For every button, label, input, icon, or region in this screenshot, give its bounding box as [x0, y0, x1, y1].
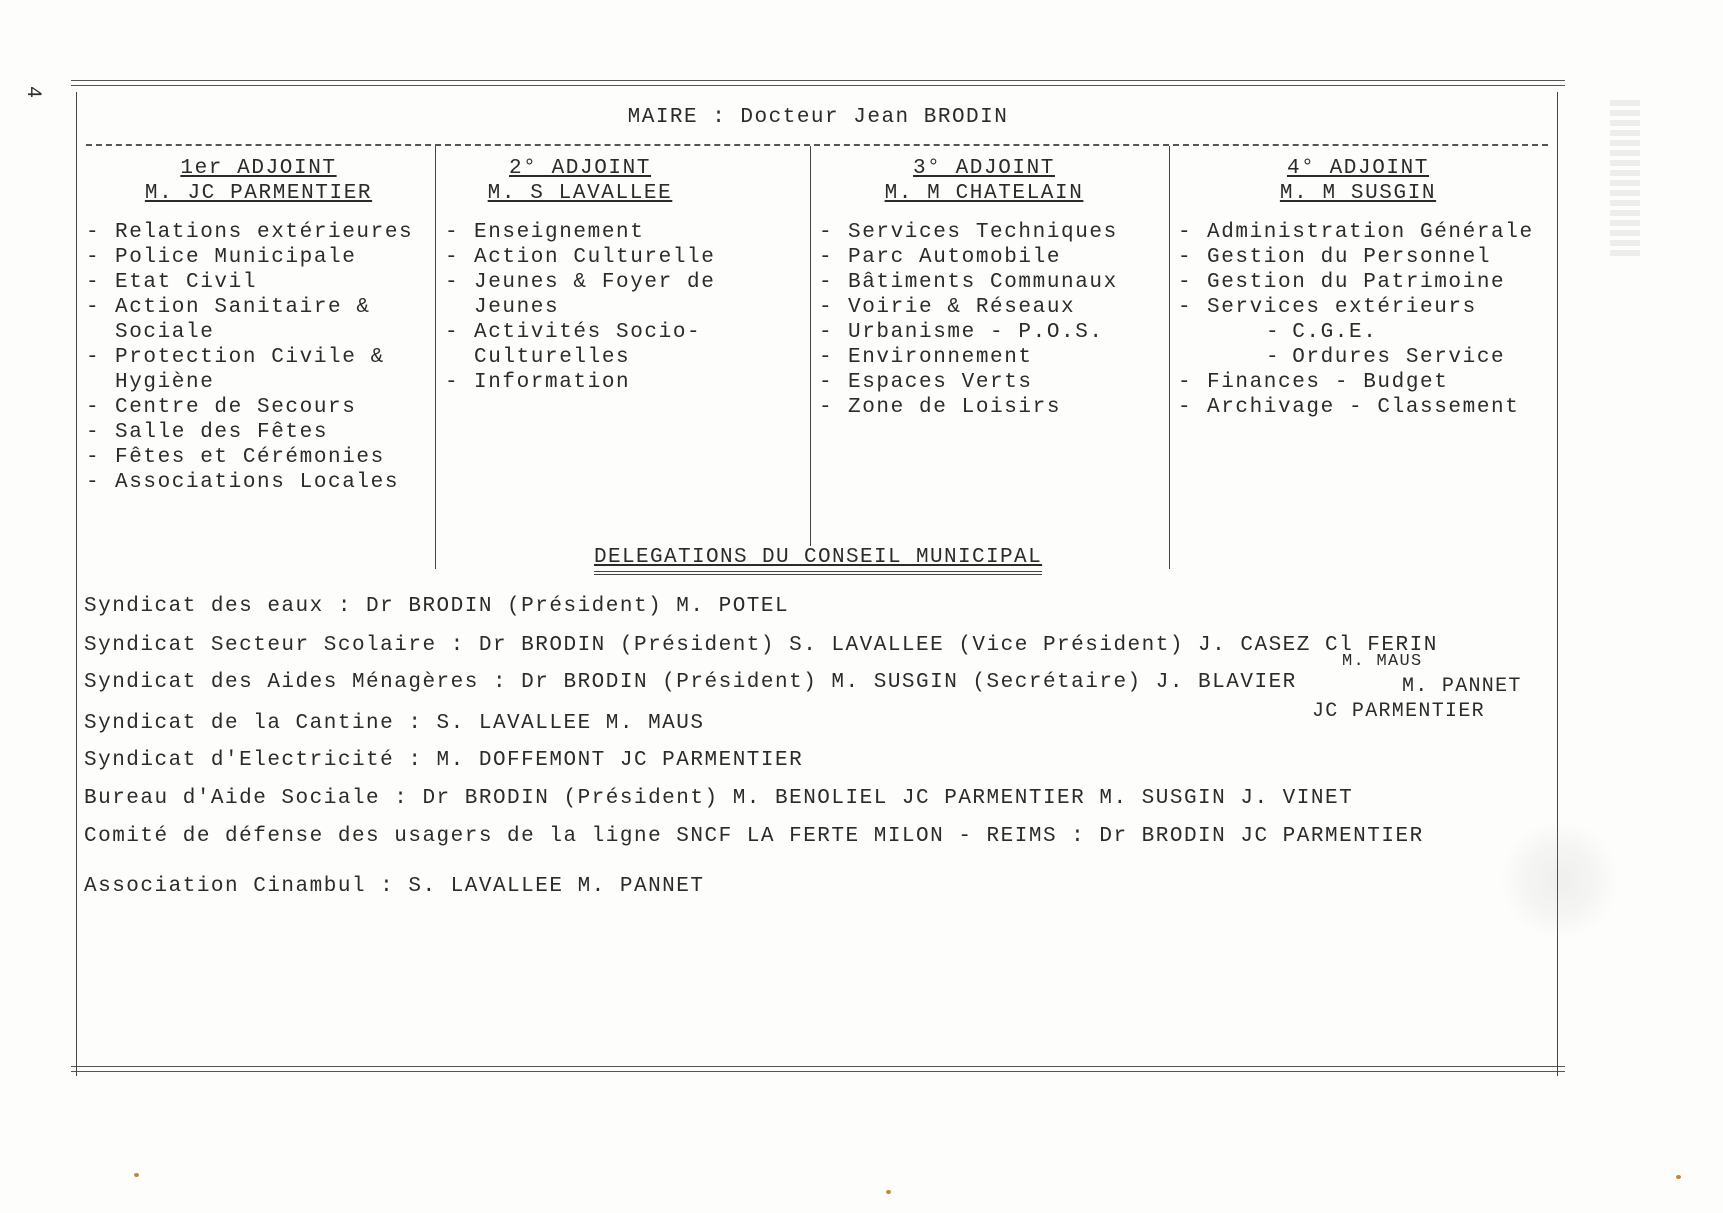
list-item: - Police Municipale — [86, 246, 357, 269]
list-item: - Action Culturelle — [445, 246, 716, 269]
list-item: - Centre de Secours — [86, 396, 357, 419]
paper-speck — [886, 1190, 891, 1194]
adjoint-name: M. M SUSGIN — [1279, 182, 1437, 205]
adjoint-column-2 — [445, 156, 745, 395]
adjoint-column-4 — [1178, 156, 1558, 420]
top-double-rule — [71, 80, 1565, 86]
list-item: - Jeunes & Foyer de Jeunes — [445, 271, 716, 319]
list-item: - Espaces Verts — [819, 371, 1033, 394]
list-item: - Urbanisme - P.O.S. — [819, 321, 1104, 344]
list-item: - Administration Générale — [1178, 221, 1534, 244]
list-item: - Voirie & Réseaux — [819, 296, 1076, 319]
list-item: - Gestion du Personnel — [1178, 246, 1492, 269]
adjoint-column-3 — [819, 156, 1164, 420]
delegation-line: Association Cinambul : S. LAVALLEE M. PANNET — [84, 875, 705, 898]
header-dashed-rule — [86, 144, 1548, 146]
adjoint-rank: 4° ADJOINT — [1286, 157, 1430, 180]
list-item: - Archivage - Classement — [1178, 396, 1520, 419]
list-item: - Bâtiments Communaux — [819, 271, 1118, 294]
adjoint-rank: 1er ADJOINT — [180, 157, 337, 180]
adjoint-header — [445, 156, 715, 206]
list-item: - Gestion du Patrimoine — [1178, 271, 1506, 294]
adjoint-name: M. JC PARMENTIER — [144, 182, 373, 205]
responsibility-list — [86, 220, 431, 495]
faded-stamp — [1500, 820, 1620, 940]
list-item: - Finances - Budget — [1178, 371, 1449, 394]
paper-speck — [1676, 1175, 1681, 1179]
adjoint-header — [819, 156, 1149, 206]
list-item: - Parc Automobile — [819, 246, 1062, 269]
adjoint-name: M. M CHATELAIN — [884, 182, 1084, 205]
page-number: 4 — [21, 86, 44, 99]
delegation-line: Syndicat de la Cantine : S. LAVALLEE M. MAUS — [84, 712, 705, 735]
adjoint-rank: 3° ADJOINT — [912, 157, 1056, 180]
list-item: - Relations extérieures — [86, 221, 414, 244]
delegation-line: Syndicat des Aides Ménagères : Dr BRODIN (Président) M. SUSGIN (Secrétaire) J. BLAVIER — [84, 671, 1297, 694]
list-item: - Fêtes et Cérémonies — [86, 446, 385, 469]
adjoint-column-1 — [86, 156, 431, 495]
adjoint-header — [1178, 156, 1538, 206]
annotation-parmentier: JC PARMENTIER — [1312, 700, 1485, 723]
annotation-maus: M. MAUS — [1342, 652, 1423, 671]
paper-speck — [134, 1173, 139, 1177]
column-separator-2 — [810, 146, 811, 546]
delegations-title: DELEGATIONS DU CONSEIL MUNICIPAL — [594, 546, 1042, 575]
delegation-line: Syndicat des eaux : Dr BRODIN (Président) M. POTEL — [84, 595, 790, 618]
adjoint-rank: 2° ADJOINT — [508, 157, 652, 180]
list-item: - Services Techniques — [819, 221, 1118, 244]
frame-left-line — [76, 92, 77, 1076]
column-separator-1 — [435, 146, 436, 569]
mayor-title: MAIRE : Docteur Jean BRODIN — [627, 106, 1009, 129]
adjoint-header — [86, 156, 431, 206]
list-item: - Action Sanitaire & Sociale — [86, 296, 371, 344]
annotation-pannet: M. PANNET — [1402, 675, 1522, 698]
list-item: - Activités Socio-Culturelles — [445, 321, 702, 369]
list-subitem: - C.G.E. — [1266, 321, 1378, 344]
delegation-line: Comité de défense des usagers de la ligne SNCF LA FERTE MILON - REIMS : Dr BRODIN JC PARMENTIER — [84, 825, 1424, 848]
delegation-line: Bureau d'Aide Sociale : Dr BRODIN (Président) M. BENOLIEL JC PARMENTIER M. SUSGIN J. VINET — [84, 787, 1354, 810]
list-item: - Salle des Fêtes — [86, 421, 329, 444]
adjoint-name: M. S LAVALLEE — [487, 182, 673, 205]
list-subitem: - Ordures Service — [1266, 346, 1506, 369]
list-item: - Environnement — [819, 346, 1033, 369]
bottom-double-rule — [71, 1066, 1565, 1072]
list-item: - Information — [445, 371, 631, 394]
list-item: - Enseignement — [445, 221, 645, 244]
responsibility-list — [1178, 220, 1558, 420]
responsibility-list — [819, 220, 1164, 420]
delegation-line: Syndicat d'Electricité : M. DOFFEMONT JC PARMENTIER — [84, 749, 804, 772]
list-item: - Zone de Loisirs — [819, 396, 1062, 419]
delegation-line: Syndicat Secteur Scolaire : Dr BRODIN (Président) S. LAVALLEE (Vice Président) J. CASEZ Cl FERIN — [84, 634, 1438, 657]
list-item: - Etat Civil — [86, 271, 258, 294]
list-item: - Protection Civile & Hygiène — [86, 346, 385, 394]
responsibility-list — [445, 220, 745, 395]
list-item: - Services extérieurs — [1178, 296, 1477, 319]
column-separator-3 — [1169, 146, 1170, 569]
bleed-through-mark — [1610, 100, 1640, 260]
list-item: - Associations Locales — [86, 471, 400, 494]
